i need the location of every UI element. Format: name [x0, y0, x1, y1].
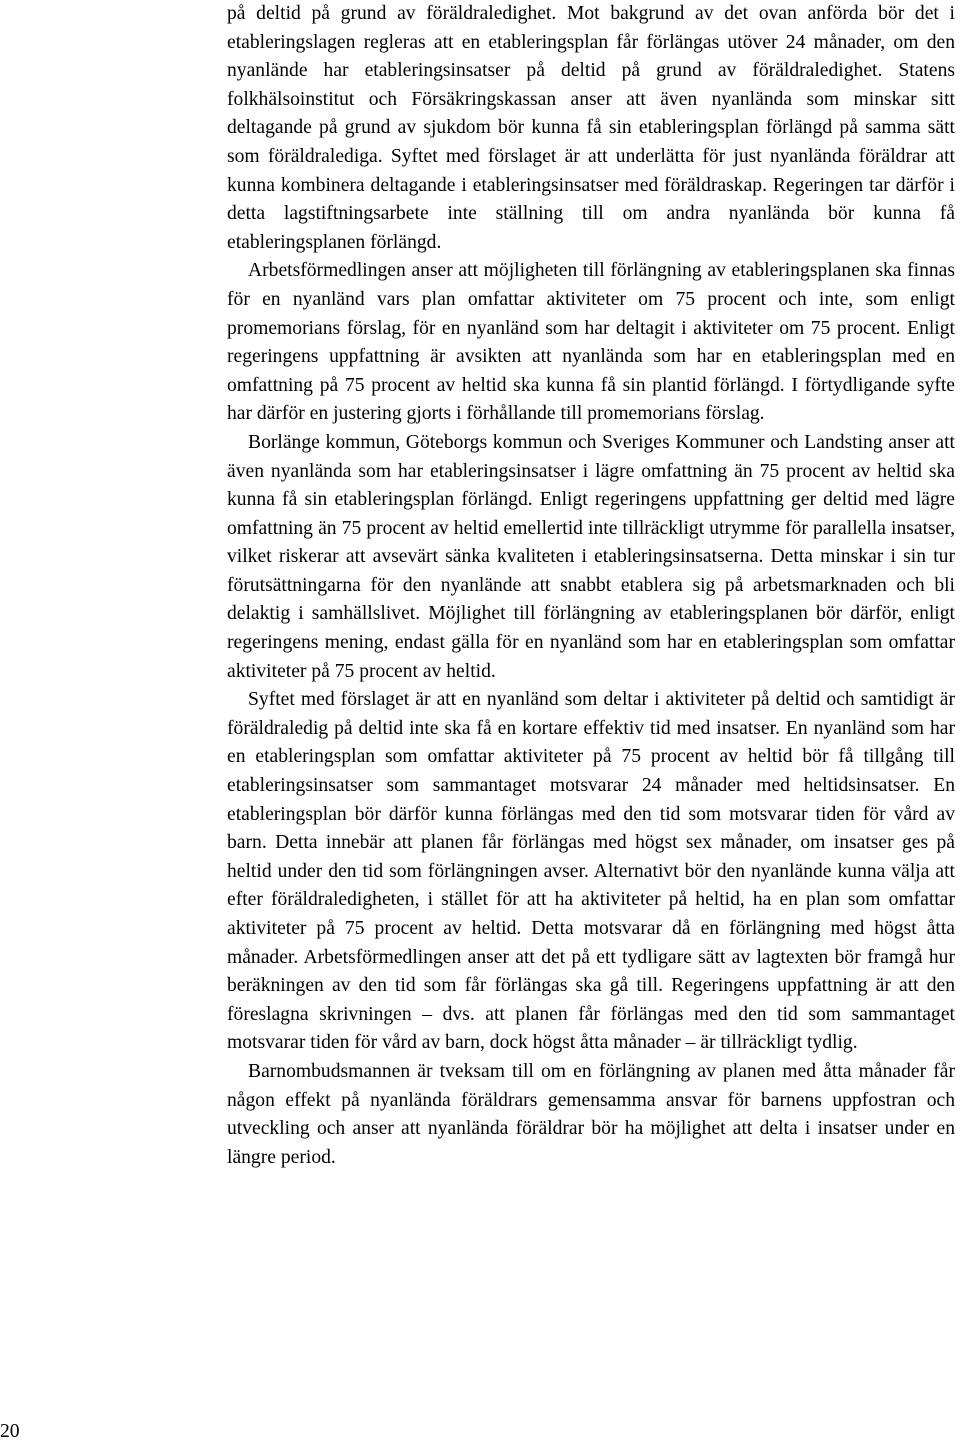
paragraph-continued: på deltid på grund av föräldraledighet. Mot bakgrund av det ovan anförda bör det i etableringslagen regleras att en etableringsplan får förlängas utöver 24 månader, om den nyanlände har etableringsinsatser på deltid på grund av föräldraledighet. Statens folkhälsoinstitut och Försäkringskassan anser att även nyanlända som minskar sitt deltagande på grund av sjukdom bör kunna få sin etableringsplan förlängd på samma sätt som föräldralediga. Syftet med förslaget är att underlätta för just nyanlända föräldrar att kunna kombinera deltagande i etableringsinsatser med föräldraskap. Regeringen tar därför i detta lagstiftningsarbete inte ställning till om andra nyanlända bör kunna få etableringsplanen förlängd.: [227, 3, 955, 253]
paragraph-borlange: Borlänge kommun, Göteborgs kommun och Sveriges Kommuner och Landsting anser att även nyanlända som har etableringsinsatser i lägre omfattning än 75 procent av heltid ska kunna få sin etableringsplan förlängd. Enligt regeringens uppfattning ger deltid med lägre omfattning än 75 procent av heltid emellertid inte tillräckligt utrymme för parallella insatser, vilket riskerar att avsevärt sänka kvaliteten i etableringsinsatserna. Detta minskar i sin tur förutsättningarna för den nyanlände att snabbt etablera sig på arbetsmarknaden och bli delaktig i samhällslivet. Möjlighet till förlängning av etableringsplanen bör därför, enligt regeringens mening, endast gälla för en nyanländ som har en etableringsplan som omfattar aktiviteter på 75 procent av heltid.: [227, 431, 955, 682]
paragraph-barnombudsmannen: Barnombudsmannen är tveksam till om en förlängning av planen med åtta månader får någon effekt på nyanlända föräldrars gemensamma ansvar för barnens uppfostran och utveckling och anser att nyanlända föräldrar bör ha möjlighet att delta i insatser under en längre period.: [227, 1060, 955, 1168]
document-body: [227, 0, 955, 1172]
paragraph-syftet: Syftet med förslaget är att en nyanländ som deltar i aktiviteter på deltid och samtidigt är föräldraledig på deltid inte ska få en kortare effektiv tid med insatser. En nyanländ som har en etableringsplan som omfattar aktiviteter på 75 procent av heltid bör få tillgång till etableringsinsatser som sammantaget motsvarar 24 månader med heltidsinsatser. En etableringsplan bör därför kunna förlängas med den tid som motsvarar tiden för vård av barn. Detta innebär att planen får förlängas med högst sex månader, om insatser ges på heltid under den tid som förlängningen avser. Alternativt bör den nyanlände kunna välja att efter föräldraledigheten, i stället för att ha aktiviteter på heltid, ha en plan som omfattar aktiviteter på 75 procent av heltid. Detta motsvarar då en förlängning med högst åtta månader. Arbetsförmedlingen anser att det på ett tydligare sätt av lagtexten bör framgå hur beräkningen av den tid som får förlängas ska gå till. Regeringens uppfattning är att den föreslagna skrivningen – dvs. att planen får förlängas med den tid som sammantaget motsvarar tiden för vård av barn, dock högst åtta månader – är tillräckligt tydlig.: [227, 689, 955, 1054]
paragraph-arbetsformedlingen: Arbetsförmedlingen anser att möjligheten till förlängning av etableringsplanen ska finnas för en nyanländ vars plan omfattar aktiviteter om 75 procent och inte, som enligt promemorians förslag, för en nyanländ som har deltagit i aktiviteter om 75 procent. Enligt regeringens uppfattning är avsikten att nyanlända som har en etableringsplan med en omfattning på 75 procent av heltid ska kunna få sin plantid förlängd. I förtydligande syfte har därför en justering gjorts i förhållande till promemorians förslag.: [227, 260, 955, 425]
page-number: 20: [0, 1421, 20, 1442]
